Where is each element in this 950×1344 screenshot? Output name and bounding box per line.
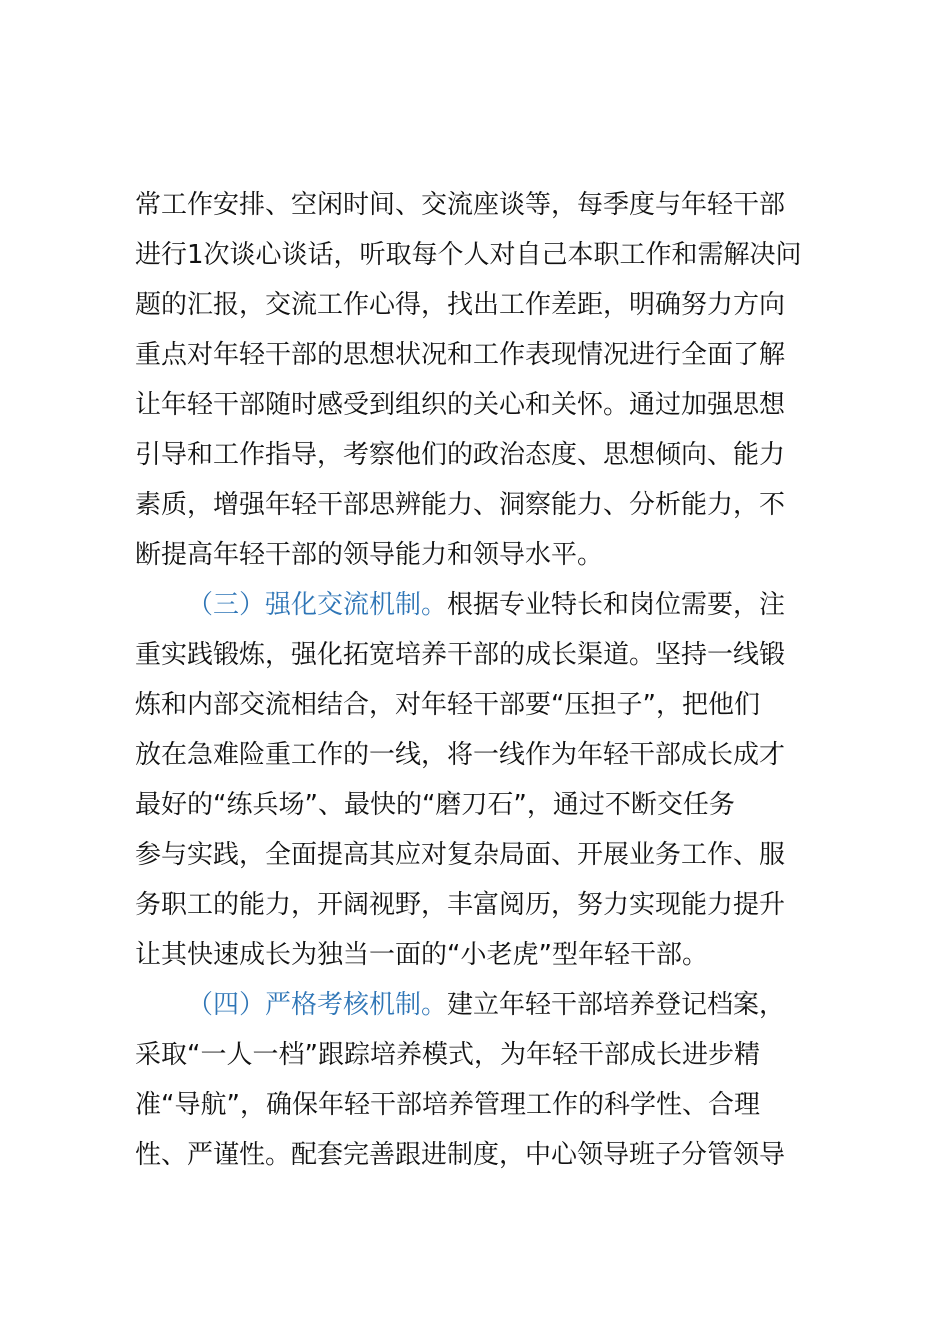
section-four-heading: （四）严格考核机制。 xyxy=(187,990,448,1020)
text-line: 最好的“练兵场”、最快的“磨刀石”，通过不断交任务 xyxy=(135,790,735,820)
text-line: 放在急难险重工作的一线，将一线作为年轻干部成长成才 xyxy=(135,740,786,770)
section-four-first-line xyxy=(135,980,855,1030)
document-body xyxy=(135,180,855,1180)
text-line: 务职工的能力，开阔视野，丰富阅历，努力实现能力提升 xyxy=(135,890,786,920)
text-line: 断提高年轻干部的领导能力和领导水平。 xyxy=(135,540,604,570)
text-line: 进行1次谈心谈话，听取每个人对自己本职工作和需解决问 xyxy=(135,240,802,270)
text-line: 题的汇报，交流工作心得，找出工作差距，明确努力方向 xyxy=(135,290,786,320)
text-line: 引导和工作指导，考察他们的政治态度、思想倾向、能力 xyxy=(135,440,786,470)
text-line: 准“导航”，确保年轻干部培养管理工作的科学性、合理 xyxy=(135,1090,760,1120)
text-line: 素质，增强年轻干部思辨能力、洞察能力、分析能力，不 xyxy=(135,490,786,520)
text-line: 参与实践，全面提高其应对复杂局面、开展业务工作、服 xyxy=(135,840,786,870)
section-three-first-line xyxy=(135,580,855,630)
text-line: 让其快速成长为独当一面的“小老虎”型年轻干部。 xyxy=(135,940,708,970)
text-line: 性、严谨性。配套完善跟进制度，中心领导班子分管领导 xyxy=(135,1140,786,1170)
section-four-paragraph xyxy=(135,980,855,1180)
section-three-paragraph xyxy=(135,580,855,980)
section-three-lead-text: 根据专业特长和岗位需要，注 xyxy=(447,590,786,620)
text-line: 采取“一人一档”跟踪培养模式，为年轻干部成长进步精 xyxy=(135,1040,760,1070)
section-three-heading: （三）强化交流机制。 xyxy=(187,590,448,620)
text-line: 重点对年轻干部的思想状况和工作表现情况进行全面了解 xyxy=(135,340,786,370)
text-line: 常工作安排、空闲时间、交流座谈等，每季度与年轻干部 xyxy=(135,190,786,220)
section-four-lead-text: 建立年轻干部培养登记档案， xyxy=(447,990,786,1020)
continuation-paragraph xyxy=(135,180,855,580)
text-line: 炼和内部交流相结合，对年轻干部要“压担子”，把他们 xyxy=(135,690,760,720)
text-line: 让年轻干部随时感受到组织的关心和关怀。通过加强思想 xyxy=(135,390,786,420)
text-line: 重实践锻炼，强化拓宽培养干部的成长渠道。坚持一线锻 xyxy=(135,640,786,670)
